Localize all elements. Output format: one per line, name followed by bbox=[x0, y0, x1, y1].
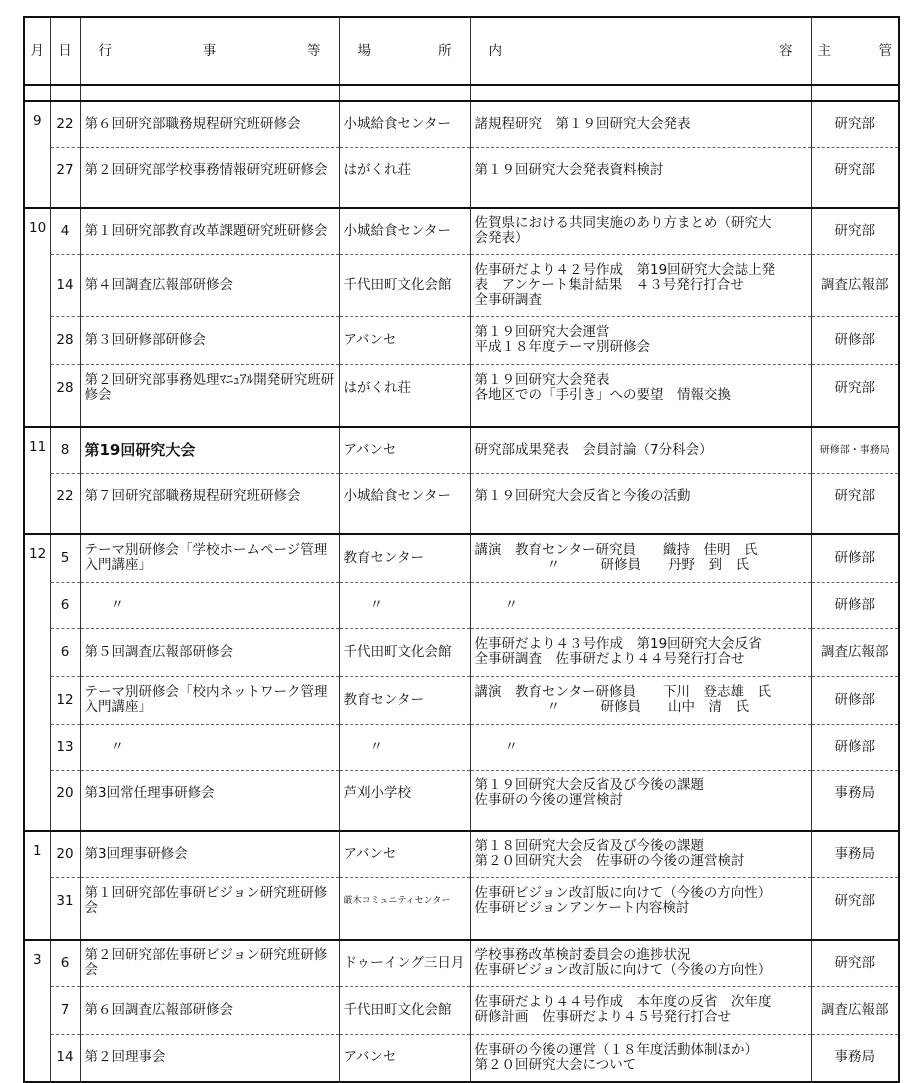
month-cell bbox=[24, 628, 50, 676]
table-row bbox=[24, 316, 899, 364]
month-cell bbox=[24, 986, 50, 1034]
content-line: 佐事研ビジョン改訂版に向けて（今後の方向性） bbox=[474, 962, 772, 979]
organizer-cell: 調査広報部 bbox=[811, 254, 899, 316]
content-line: 第２０回研究大会 佐事研の今後の運営検討 bbox=[474, 853, 745, 870]
spacer-cell bbox=[470, 412, 811, 427]
content-line: 各地区での「手引き」への要望 情報交換 bbox=[474, 387, 731, 404]
place-cell: 小城給食センター bbox=[339, 473, 470, 519]
table-row bbox=[24, 770, 899, 816]
month-cell bbox=[24, 364, 50, 412]
event-cell: 第３回研修部研修会 bbox=[80, 316, 339, 364]
spacer-cell bbox=[50, 412, 80, 427]
organizer-cell: 研究部 bbox=[811, 147, 899, 193]
content-cell bbox=[470, 534, 811, 582]
spacer-cell bbox=[470, 519, 811, 534]
organizer-cell: 事務局 bbox=[811, 831, 899, 877]
month-cell bbox=[24, 676, 50, 724]
spacer-cell bbox=[80, 85, 339, 101]
organizer-cell: 研究部 bbox=[811, 101, 899, 147]
content-cell bbox=[470, 254, 811, 316]
spacer-cell bbox=[811, 925, 899, 940]
month-cell bbox=[24, 877, 50, 925]
event-cell: 第２回研究部佐事研ビジョン研究班研修会 bbox=[80, 940, 339, 986]
organizer-cell: 調査広報部 bbox=[811, 628, 899, 676]
event-cell: 第６回調査広報部研修会 bbox=[80, 986, 339, 1034]
content-line: 〃 bbox=[504, 596, 518, 613]
event-cell: 第１回研究部佐事研ビジョン研究班研修会 bbox=[80, 877, 339, 925]
content-line: 〃 bbox=[504, 738, 518, 755]
event-cell: テーマ別研修会「校内ネットワーク管理入門講座」 bbox=[80, 676, 339, 724]
content-cell bbox=[470, 208, 811, 254]
content-cell bbox=[470, 676, 811, 724]
place-cell: 厳木コミュニティセンター bbox=[339, 877, 470, 925]
table-row bbox=[24, 986, 899, 1034]
spacer-cell bbox=[80, 925, 339, 940]
table-row bbox=[24, 582, 899, 628]
content-line: 第１８回研究大会反省及び今後の課題 bbox=[474, 838, 704, 855]
spacer-cell bbox=[80, 193, 339, 208]
content-cell bbox=[470, 316, 811, 364]
spacer-cell bbox=[50, 816, 80, 831]
spacer-cell bbox=[339, 193, 470, 208]
organizer-cell: 事務局 bbox=[811, 1034, 899, 1082]
place-cell: 芦刈小学校 bbox=[339, 770, 470, 816]
organizer-cell: 研修部・事務局 bbox=[811, 427, 899, 473]
content-cell bbox=[470, 473, 811, 519]
content-line: 佐事研だより４２号作成 第19回研究大会誌上発 bbox=[474, 261, 776, 278]
content-line: 佐事研の今後の運営検討 bbox=[474, 792, 623, 809]
group-spacer bbox=[24, 816, 899, 831]
place-cell: アバンセ bbox=[339, 831, 470, 877]
group-spacer bbox=[24, 85, 899, 101]
content-line: 全事研調査 佐事研だより４４号発行打合せ bbox=[474, 651, 745, 667]
spacer-cell bbox=[811, 816, 899, 831]
spacer-cell bbox=[811, 193, 899, 208]
table-row bbox=[24, 628, 899, 676]
place-cell: 〃 bbox=[339, 724, 470, 770]
spacer-cell bbox=[339, 816, 470, 831]
table-row bbox=[24, 831, 899, 877]
table-row bbox=[24, 147, 899, 193]
month-cell: 11 bbox=[24, 427, 50, 473]
place-cell: 千代田町文化会館 bbox=[339, 628, 470, 676]
spacer-cell bbox=[811, 519, 899, 534]
spacer-cell bbox=[24, 519, 50, 534]
day-cell: 28 bbox=[50, 364, 80, 412]
day-cell: 28 bbox=[50, 316, 80, 364]
spacer-cell bbox=[50, 193, 80, 208]
table-row bbox=[24, 473, 899, 519]
content-line: 第１９回研究大会反省及び今後の課題 bbox=[474, 777, 704, 794]
content-cell bbox=[470, 877, 811, 925]
content-line: 第１９回研究大会反省と今後の活動 bbox=[474, 487, 691, 504]
spacer-cell bbox=[470, 816, 811, 831]
spacer-cell bbox=[24, 193, 50, 208]
spacer-cell bbox=[80, 816, 339, 831]
content-line: 第１９回研究大会発表 bbox=[474, 372, 610, 389]
spacer-cell bbox=[24, 412, 50, 427]
content-line: 第２０回研究大会について bbox=[474, 1056, 637, 1073]
organizer-cell: 研究部 bbox=[811, 364, 899, 412]
content-cell bbox=[470, 1034, 811, 1082]
spacer-cell bbox=[24, 816, 50, 831]
day-cell: 6 bbox=[50, 628, 80, 676]
content-cell bbox=[470, 940, 811, 986]
table-row bbox=[24, 364, 899, 412]
group-spacer bbox=[24, 193, 899, 208]
event-cell: 第１回研究部教育改革課題研究班研修会 bbox=[80, 208, 339, 254]
day-cell: 14 bbox=[50, 1034, 80, 1082]
content-cell bbox=[470, 582, 811, 628]
header-row bbox=[24, 17, 899, 85]
header-day: 日 bbox=[50, 17, 80, 85]
content-cell bbox=[470, 427, 811, 473]
place-cell: 教育センター bbox=[339, 534, 470, 582]
day-cell: 31 bbox=[50, 877, 80, 925]
spacer-cell bbox=[339, 925, 470, 940]
event-cell: 第19回研究大会 bbox=[80, 427, 339, 473]
organizer-cell: 研究部 bbox=[811, 473, 899, 519]
table-row bbox=[24, 877, 899, 925]
place-cell: アバンセ bbox=[339, 427, 470, 473]
month-cell bbox=[24, 770, 50, 816]
day-cell: 13 bbox=[50, 724, 80, 770]
content-cell bbox=[470, 101, 811, 147]
content-cell bbox=[470, 364, 811, 412]
spacer-cell bbox=[50, 925, 80, 940]
month-cell: 10 bbox=[24, 208, 50, 254]
day-cell: 12 bbox=[50, 676, 80, 724]
table-row bbox=[24, 534, 899, 582]
content-line: 佐事研だより４３号作成 第19回研究大会反省 bbox=[474, 636, 762, 652]
month-cell bbox=[24, 1034, 50, 1082]
group-spacer bbox=[24, 519, 899, 534]
day-cell: 20 bbox=[50, 770, 80, 816]
organizer-cell: 事務局 bbox=[811, 770, 899, 816]
spacer-cell bbox=[24, 85, 50, 101]
day-cell: 22 bbox=[50, 473, 80, 519]
month-cell bbox=[24, 724, 50, 770]
group-spacer bbox=[24, 925, 899, 940]
table-row bbox=[24, 427, 899, 473]
spacer-cell bbox=[811, 85, 899, 101]
content-cell bbox=[470, 770, 811, 816]
header-event: 行 事 等 bbox=[80, 17, 339, 85]
content-line: 諸規程研究 第１９回研究大会発表 bbox=[474, 115, 691, 132]
content-line: 講演 教育センター研修員 下川 登志雄 氏 bbox=[474, 684, 771, 700]
content-line: 講演 教育センター研究員 織持 佳明 氏 bbox=[474, 542, 758, 559]
header-org: 主 管 bbox=[811, 17, 899, 85]
spacer-cell bbox=[470, 85, 811, 101]
content-line: 佐賀県における共同実施のあり方まとめ（研究大 bbox=[474, 215, 772, 232]
content-line: 全事研調査 bbox=[474, 291, 542, 308]
event-cell: 〃 bbox=[80, 724, 339, 770]
place-cell: 小城給食センター bbox=[339, 208, 470, 254]
event-cell: テーマ別研修会「学校ホームページ管理入門講座」 bbox=[80, 534, 339, 582]
month-cell bbox=[24, 254, 50, 316]
event-cell: 第７回研究部職務規程研究班研修会 bbox=[80, 473, 339, 519]
content-line: 研修計画 佐事研だより４５号発行打合せ bbox=[474, 1009, 731, 1025]
event-cell: 第3回理事研修会 bbox=[80, 831, 339, 877]
month-cell bbox=[24, 147, 50, 193]
header-month: 月 bbox=[24, 17, 50, 85]
content-cell bbox=[470, 986, 811, 1034]
spacer-cell bbox=[24, 925, 50, 940]
content-line: 〃 研修員 山中 清 氏 bbox=[546, 699, 749, 715]
month-cell: 3 bbox=[24, 940, 50, 986]
event-cell: 第４回調査広報部研修会 bbox=[80, 254, 339, 316]
content-line: 佐事研だより４４号作成 本年度の反省 次年度 bbox=[474, 994, 772, 1010]
month-cell: 12 bbox=[24, 534, 50, 582]
content-line: 会発表） bbox=[474, 230, 529, 247]
day-cell: 4 bbox=[50, 208, 80, 254]
spacer-cell bbox=[811, 412, 899, 427]
place-cell: ドゥーイング三日月 bbox=[339, 940, 470, 986]
organizer-cell: 研修部 bbox=[811, 582, 899, 628]
month-cell: 9 bbox=[24, 101, 50, 147]
content-cell bbox=[470, 724, 811, 770]
spacer-cell bbox=[80, 412, 339, 427]
place-cell: はがくれ荘 bbox=[339, 147, 470, 193]
event-cell: 第２回研究部学校事務情報研究班研修会 bbox=[80, 147, 339, 193]
content-line: 第１９回研究大会発表資料検討 bbox=[474, 161, 664, 178]
day-cell: 6 bbox=[50, 940, 80, 986]
table-row bbox=[24, 254, 899, 316]
day-cell: 7 bbox=[50, 986, 80, 1034]
place-cell: 教育センター bbox=[339, 676, 470, 724]
place-cell: 〃 bbox=[339, 582, 470, 628]
day-cell: 8 bbox=[50, 427, 80, 473]
day-cell: 27 bbox=[50, 147, 80, 193]
organizer-cell: 研修部 bbox=[811, 724, 899, 770]
content-cell bbox=[470, 831, 811, 877]
day-cell: 20 bbox=[50, 831, 80, 877]
place-cell: アバンセ bbox=[339, 316, 470, 364]
table-row bbox=[24, 676, 899, 724]
table-row bbox=[24, 101, 899, 147]
content-line: 佐事研の今後の運営（１８年度活動体制ほか） bbox=[474, 1041, 758, 1058]
organizer-cell: 調査広報部 bbox=[811, 986, 899, 1034]
content-cell bbox=[470, 628, 811, 676]
content-line: 佐事研ビジョン改訂版に向けて（今後の方向性） bbox=[474, 885, 772, 902]
event-cell: 第２回理事会 bbox=[80, 1034, 339, 1082]
day-cell: 5 bbox=[50, 534, 80, 582]
content-line: 表 アンケート集計結果 ４３号発行打合せ bbox=[474, 276, 744, 293]
schedule-table bbox=[23, 16, 900, 1083]
content-line: 〃 研修員 丹野 到 氏 bbox=[546, 557, 749, 574]
spacer-cell bbox=[470, 925, 811, 940]
organizer-cell: 研修部 bbox=[811, 534, 899, 582]
event-cell: 第６回研究部職務規程研究班研修会 bbox=[80, 101, 339, 147]
spacer-cell bbox=[339, 85, 470, 101]
spacer-cell bbox=[80, 519, 339, 534]
header-place: 場 所 bbox=[339, 17, 470, 85]
table-row bbox=[24, 1034, 899, 1082]
spacer-cell bbox=[339, 519, 470, 534]
month-cell bbox=[24, 582, 50, 628]
content-line: 平成１８年度テーマ別研修会 bbox=[474, 339, 650, 355]
table-row bbox=[24, 208, 899, 254]
organizer-cell: 研究部 bbox=[811, 208, 899, 254]
place-cell: 千代田町文化会館 bbox=[339, 986, 470, 1034]
event-cell: 第3回常任理事研修会 bbox=[80, 770, 339, 816]
spacer-cell bbox=[50, 85, 80, 101]
place-cell: アバンセ bbox=[339, 1034, 470, 1082]
month-cell: 1 bbox=[24, 831, 50, 877]
event-cell: 〃 bbox=[80, 582, 339, 628]
spacer-cell bbox=[50, 519, 80, 534]
content-line: 研究部成果発表 会員討論（7分科会） bbox=[474, 441, 713, 458]
spacer-cell bbox=[339, 412, 470, 427]
header-content: 内 容 bbox=[470, 17, 811, 85]
event-cell: 第２回研究部事務処理ﾏﾆｭｱﾙ開発研究班研修会 bbox=[80, 364, 339, 412]
table-row bbox=[24, 724, 899, 770]
content-line: 佐事研ビジョンアンケート内容検討 bbox=[474, 900, 690, 917]
event-cell: 第５回調査広報部研修会 bbox=[80, 628, 339, 676]
month-cell bbox=[24, 316, 50, 364]
month-cell bbox=[24, 473, 50, 519]
day-cell: 14 bbox=[50, 254, 80, 316]
organizer-cell: 研修部 bbox=[811, 676, 899, 724]
day-cell: 22 bbox=[50, 101, 80, 147]
content-cell bbox=[470, 147, 811, 193]
group-spacer bbox=[24, 412, 899, 427]
organizer-cell: 研究部 bbox=[811, 877, 899, 925]
organizer-cell: 研修部 bbox=[811, 316, 899, 364]
organizer-cell: 研究部 bbox=[811, 940, 899, 986]
place-cell: 小城給食センター bbox=[339, 101, 470, 147]
day-cell: 6 bbox=[50, 582, 80, 628]
place-cell: はがくれ荘 bbox=[339, 364, 470, 412]
spacer-cell bbox=[470, 193, 811, 208]
table-row bbox=[24, 940, 899, 986]
content-line: 第１９回研究大会運営 bbox=[474, 324, 610, 340]
place-cell: 千代田町文化会館 bbox=[339, 254, 470, 316]
content-line: 学校事務改革検討委員会の進捗状況 bbox=[474, 947, 691, 964]
